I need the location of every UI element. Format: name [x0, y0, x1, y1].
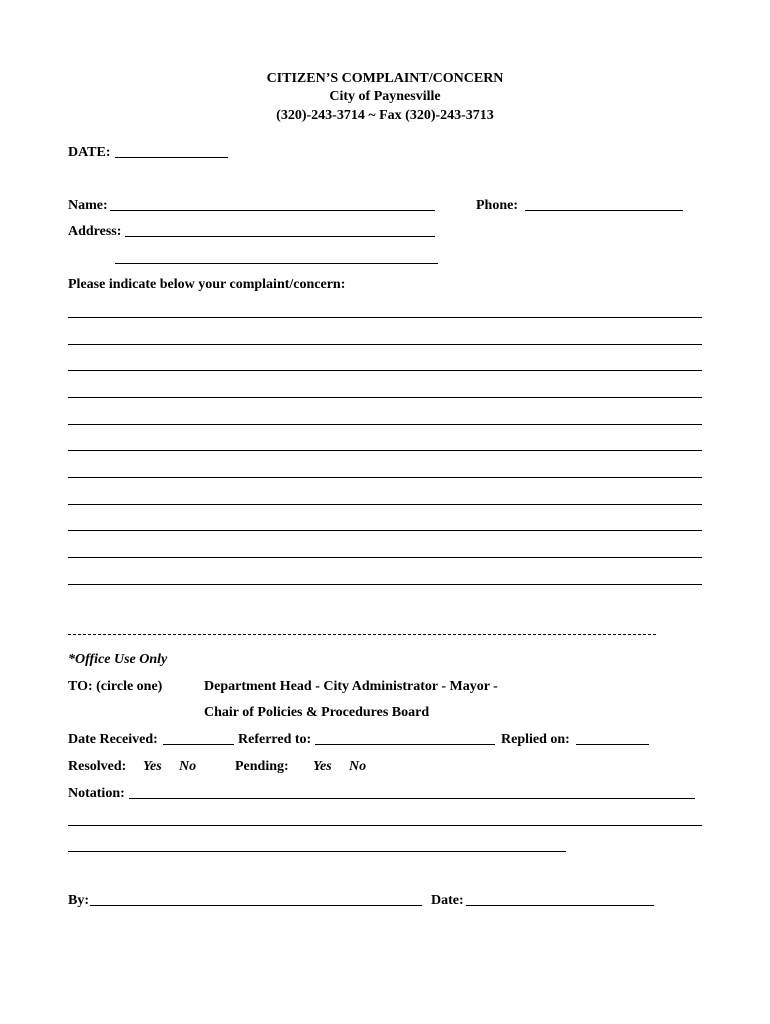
- referred-to-label: Referred to:: [238, 732, 312, 747]
- signature-date-field[interactable]: [466, 905, 654, 906]
- contact-numbers: (320)-243-3714 ~ Fax (320)-243-3713: [276, 108, 494, 123]
- pending-yes-option[interactable]: Yes: [313, 759, 332, 774]
- complaint-line[interactable]: [68, 504, 702, 505]
- complaint-line[interactable]: [68, 397, 702, 398]
- recipient-options-cont: Chair of Policies & Procedures Board: [204, 705, 430, 720]
- resolved-label: Resolved:: [68, 759, 127, 774]
- resolved-yes-option[interactable]: Yes: [143, 759, 162, 774]
- date-label: DATE:: [68, 145, 111, 160]
- city-name: City of Paynesville: [329, 89, 441, 104]
- address-field-line1[interactable]: [125, 236, 435, 237]
- address-label: Address:: [68, 224, 122, 239]
- to-label: TO: (circle one): [68, 679, 163, 694]
- notation-label: Notation:: [68, 786, 125, 801]
- notation-field-line3[interactable]: [68, 851, 566, 852]
- complaint-line[interactable]: [68, 424, 702, 425]
- notation-field-line2[interactable]: [68, 825, 702, 826]
- name-label: Name:: [68, 198, 108, 213]
- name-field[interactable]: [110, 210, 435, 211]
- date-received-field[interactable]: [163, 744, 234, 745]
- referred-to-field[interactable]: [315, 744, 495, 745]
- complaint-prompt: Please indicate below your complaint/concern:: [68, 277, 346, 292]
- signature-date-label: Date:: [431, 893, 464, 908]
- form-title: CITIZEN’S COMPLAINT/CONCERN: [266, 71, 504, 86]
- complaint-line[interactable]: [68, 344, 702, 345]
- by-field[interactable]: [90, 905, 422, 906]
- phone-label: Phone:: [476, 198, 518, 213]
- complaint-line[interactable]: [68, 584, 702, 585]
- date-field[interactable]: [115, 157, 228, 158]
- complaint-line[interactable]: [68, 477, 702, 478]
- pending-label: Pending:: [235, 759, 289, 774]
- section-divider: [68, 634, 656, 635]
- pending-no-option[interactable]: No: [349, 759, 367, 774]
- notation-field-line1[interactable]: [129, 798, 695, 799]
- address-field-line2[interactable]: [115, 263, 438, 264]
- complaint-line[interactable]: [68, 317, 702, 318]
- office-use-heading: *Office Use Only: [68, 652, 168, 667]
- complaint-line[interactable]: [68, 557, 702, 558]
- complaint-line[interactable]: [68, 370, 702, 371]
- recipient-options: Department Head - City Administrator - Mayor -: [204, 679, 498, 694]
- resolved-no-option[interactable]: No: [179, 759, 197, 774]
- replied-on-label: Replied on:: [501, 732, 570, 747]
- by-label: By:: [68, 893, 89, 908]
- phone-field[interactable]: [525, 210, 683, 211]
- date-received-label: Date Received:: [68, 732, 158, 747]
- complaint-line[interactable]: [68, 530, 702, 531]
- replied-on-field[interactable]: [576, 744, 649, 745]
- complaint-line[interactable]: [68, 450, 702, 451]
